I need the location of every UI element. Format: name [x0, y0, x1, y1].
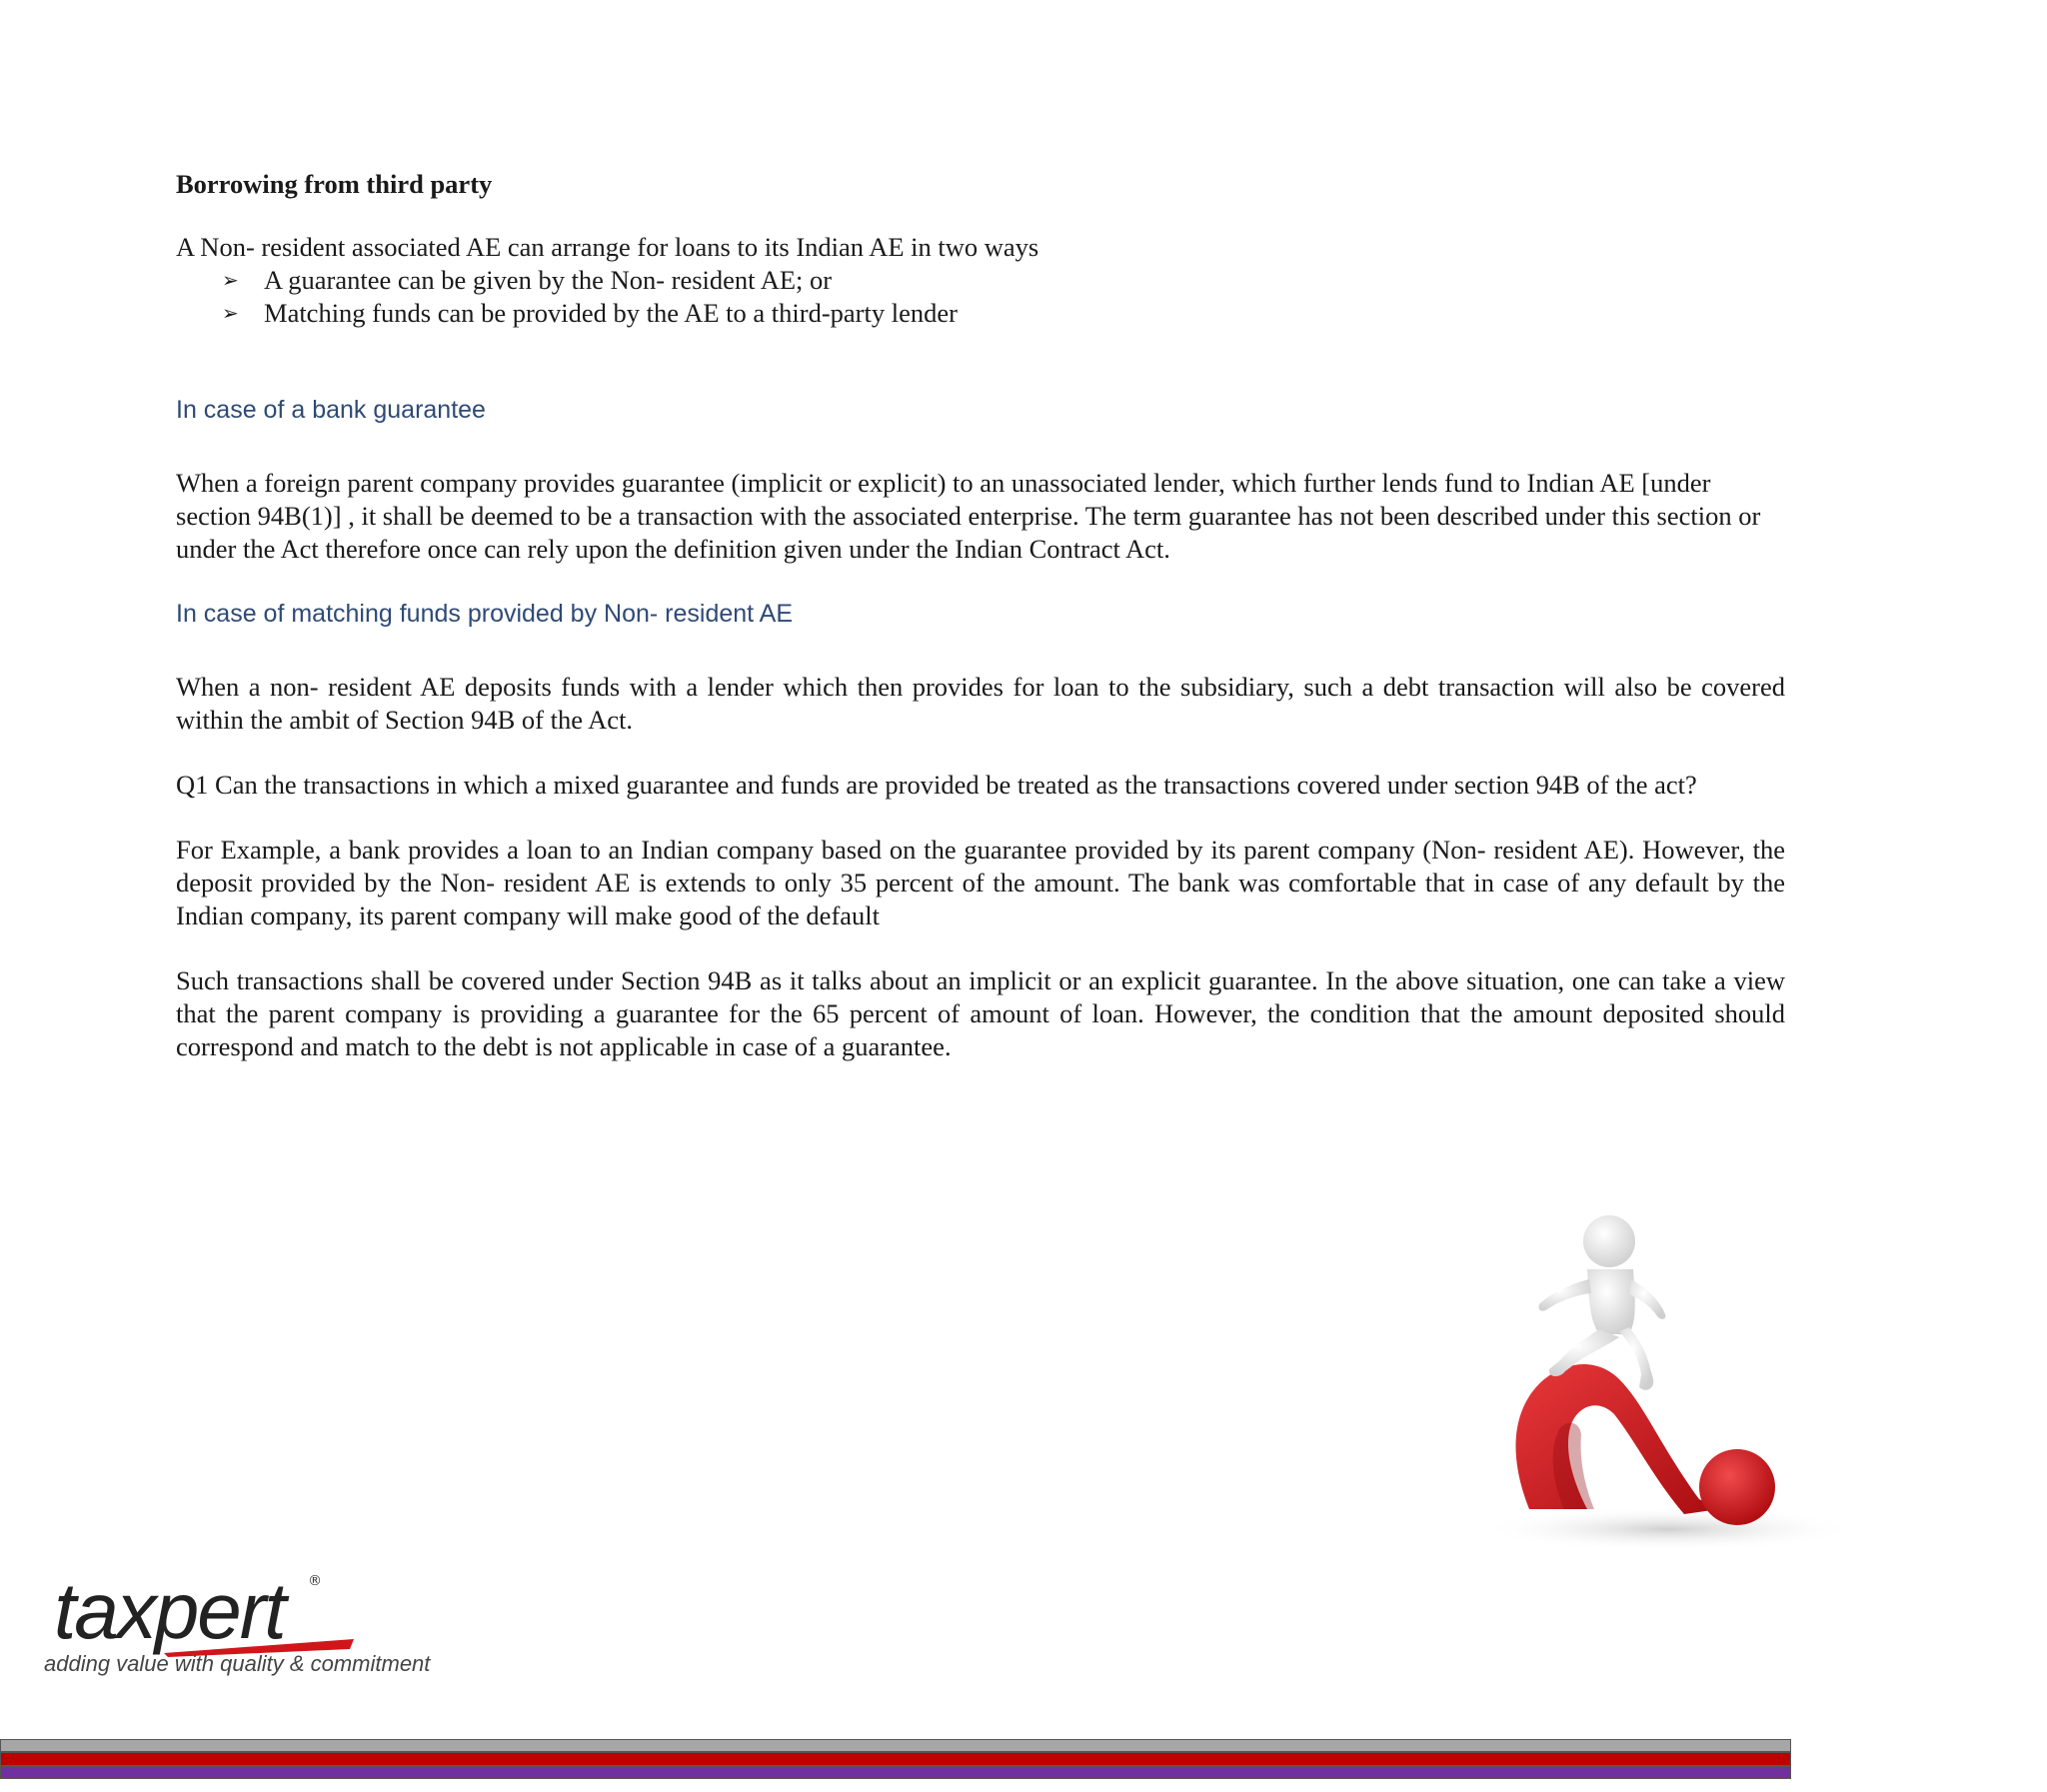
- answer-text: Such transactions shall be covered under Section 94B as it talks about an implicit or an explicit guarantee. In the above situation, one can take a view that the parent company is providing a guarantee for the 65 percent of amount of loan. However, the condition that the amount deposited should correspond and match to the debt is not applicable in case of a guarantee.: [176, 965, 1785, 1061]
- document-body: [176, 168, 1785, 1063]
- section-title: Borrowing from third party: [176, 169, 493, 199]
- paragraph-bank-guarantee: When a foreign parent company provides guarantee (implicit or explicit) to an unassociated lender, which further lends fund to Indian AE [under section 94B(1)] , it shall be deemed to be a transaction with the associated enterprise. The term guarantee has not been described under this section or under the Act therefore once can rely upon the definition given under the Indian Contract Act.: [176, 468, 1761, 564]
- logo-tagline: adding value with quality & commitment: [44, 1651, 431, 1676]
- example-text: For Example, a bank provides a loan to an Indian company based on the guarantee provided by its parent company (Non- resident AE). However, the deposit provided by the Non- resident AE is extends to only 35 percent of the amount. The bank was comfortable that in case of any default by the Indian company, its parent company will make good of the default: [176, 835, 1785, 930]
- footer-bars: [0, 1739, 1791, 1779]
- arrowhead-bullet-icon: ➢: [222, 268, 239, 292]
- bullet-text: A guarantee can be given by the Non- resident AE; or: [264, 265, 833, 295]
- intro-text: A Non- resident associated AE can arrange for loans to its Indian AE in two ways: [176, 232, 1039, 262]
- arrowhead-bullet-icon: ➢: [222, 301, 239, 325]
- bullet-text: Matching funds can be provided by the AE to a third-party lender: [264, 298, 958, 328]
- taxpert-logo: [44, 1566, 444, 1679]
- logo-wordmark: taxpert: [54, 1566, 285, 1655]
- figure-on-question-mark-icon: [1469, 1209, 1859, 1559]
- question-text: Q1 Can the transactions in which a mixed guarantee and funds are provided be treated as the transactions covered under section 94B of the act?: [176, 770, 1697, 800]
- bullet-list: [176, 264, 1785, 330]
- registered-mark: ®: [308, 1573, 322, 1589]
- footer-bar-purple: [0, 1766, 1791, 1779]
- bullet-item: [222, 264, 1785, 297]
- subheading-matching-funds: In case of matching funds provided by Non- resident AE: [176, 600, 794, 628]
- footer-bar-red: [0, 1752, 1791, 1766]
- paragraph-matching-funds: When a non- resident AE deposits funds with a lender which then provides for loan to the subsidiary, such a debt transaction will also be covered within the ambit of Section 94B of the Act.: [176, 672, 1785, 735]
- footer-bar-grey: [0, 1739, 1791, 1752]
- subheading-bank-guarantee: In case of a bank guarantee: [176, 396, 486, 424]
- bullet-item: [222, 297, 1785, 330]
